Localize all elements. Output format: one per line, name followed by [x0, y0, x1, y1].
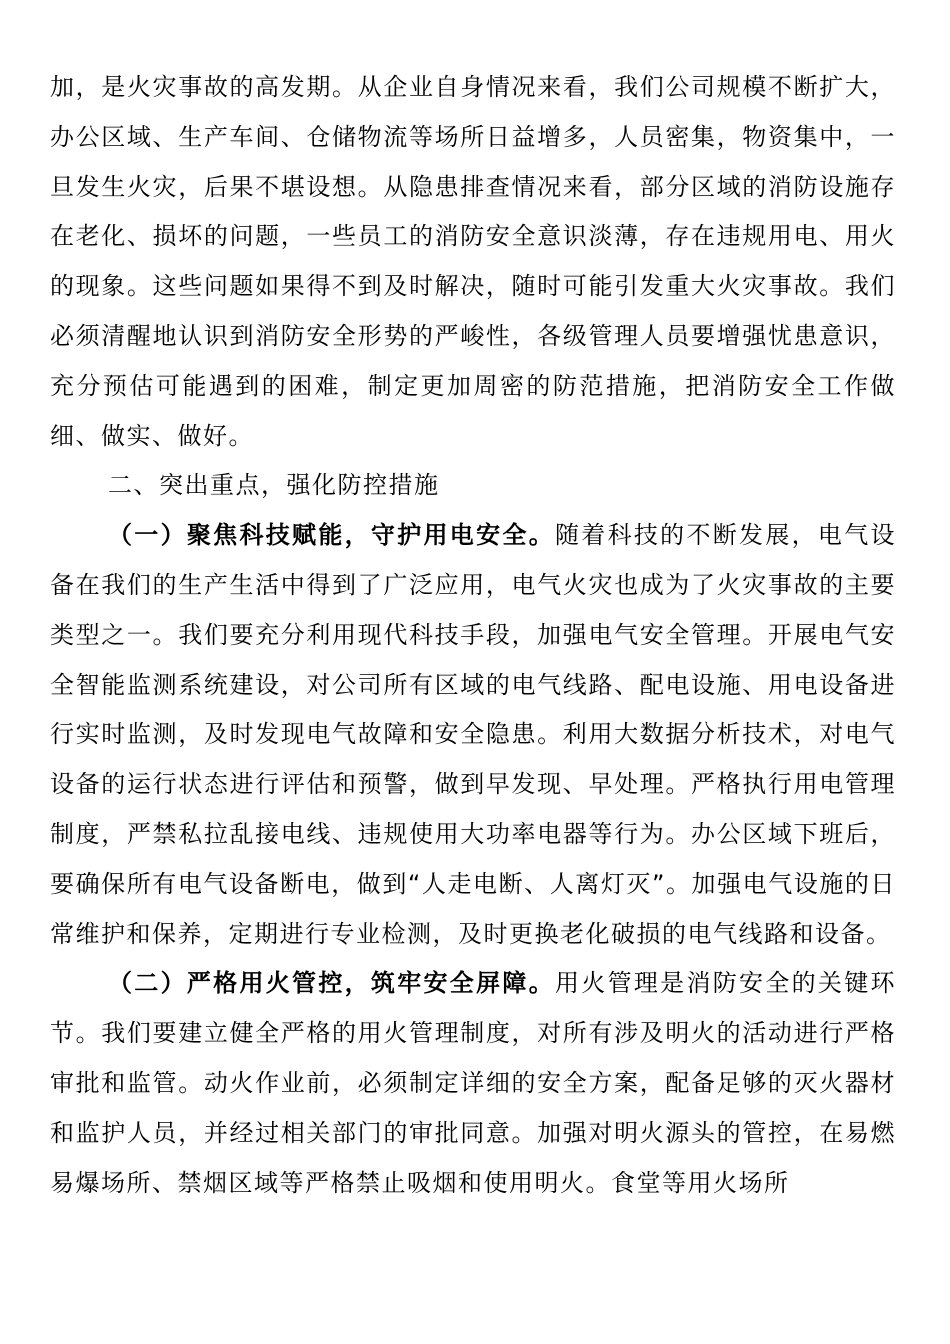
subsection-lead-bold: （二）严格用火管控，筑牢安全屏障。 [108, 969, 555, 998]
subsection-paragraph-2 [50, 959, 896, 1208]
paragraph-text: 用火管理是消防安全的关键环节。我们要建立健全严格的用火管理制度，对所有涉及明火的活动进行严格审批和监管。动火作业前，必须制定详细的安全方案，配备足够的灭火器材和监护人员，并经过相关部门的审批同意。加强对明火源头的管控，在易燃易爆场所、禁烟区域等严格禁止吸烟和使用明火。食堂等用火场所 [50, 969, 897, 1197]
section-heading-text: 二、突出重点，强化防控措施 [108, 471, 440, 500]
section-heading [50, 461, 896, 511]
subsection-lead-bold: （一）聚焦科技赋能，守护用电安全。 [108, 521, 555, 550]
paragraph-text: 随着科技的不断发展，电气设备在我们的生产生活中得到了广泛应用，电气火灾也成为了火灾事故的主要类型之一。我们要充分利用现代科技手段，加强电气安全管理。开展电气安全智能监测系统建设，对公司所有区域的电气线路、配电设施、用电设备进行实时监测，及时发现电气故障和安全隐患。利用大数据分析技术，对电气设备的运行状态进行评估和预警，做到早发现、早处理。严格执行用电管理制度，严禁私拉乱接电线、违规使用大功率电器等行为。办公区域下班后，要确保所有电气设备断电，做到“人走电断、人离灯灭”。加强电气设施的日常维护和保养，定期进行专业检测，及时更换老化破损的电气线路和设备。 [50, 521, 897, 948]
paragraph-continuation [50, 63, 896, 461]
subsection-paragraph-1 [50, 511, 896, 959]
paragraph-text: 加，是火灾事故的高发期。从企业自身情况来看，我们公司规模不断扩大，办公区域、生产车间、仓储物流等场所日益增多，人员密集，物资集中，一旦发生火灾，后果不堪设想。从隐患排查情况来看，部分区域的消防设施存在老化、损坏的问题，一些员工的消防安全意识淡薄，存在违规用电、用火的现象。这些问题如果得不到及时解决，随时可能引发重大火灾事故。我们必须清醒地认识到消防安全形势的严峻性，各级管理人员要增强忧患意识，充分预估可能遇到的困难，制定更加周密的防范措施，把消防安全工作做细、做实、做好。 [50, 73, 896, 450]
